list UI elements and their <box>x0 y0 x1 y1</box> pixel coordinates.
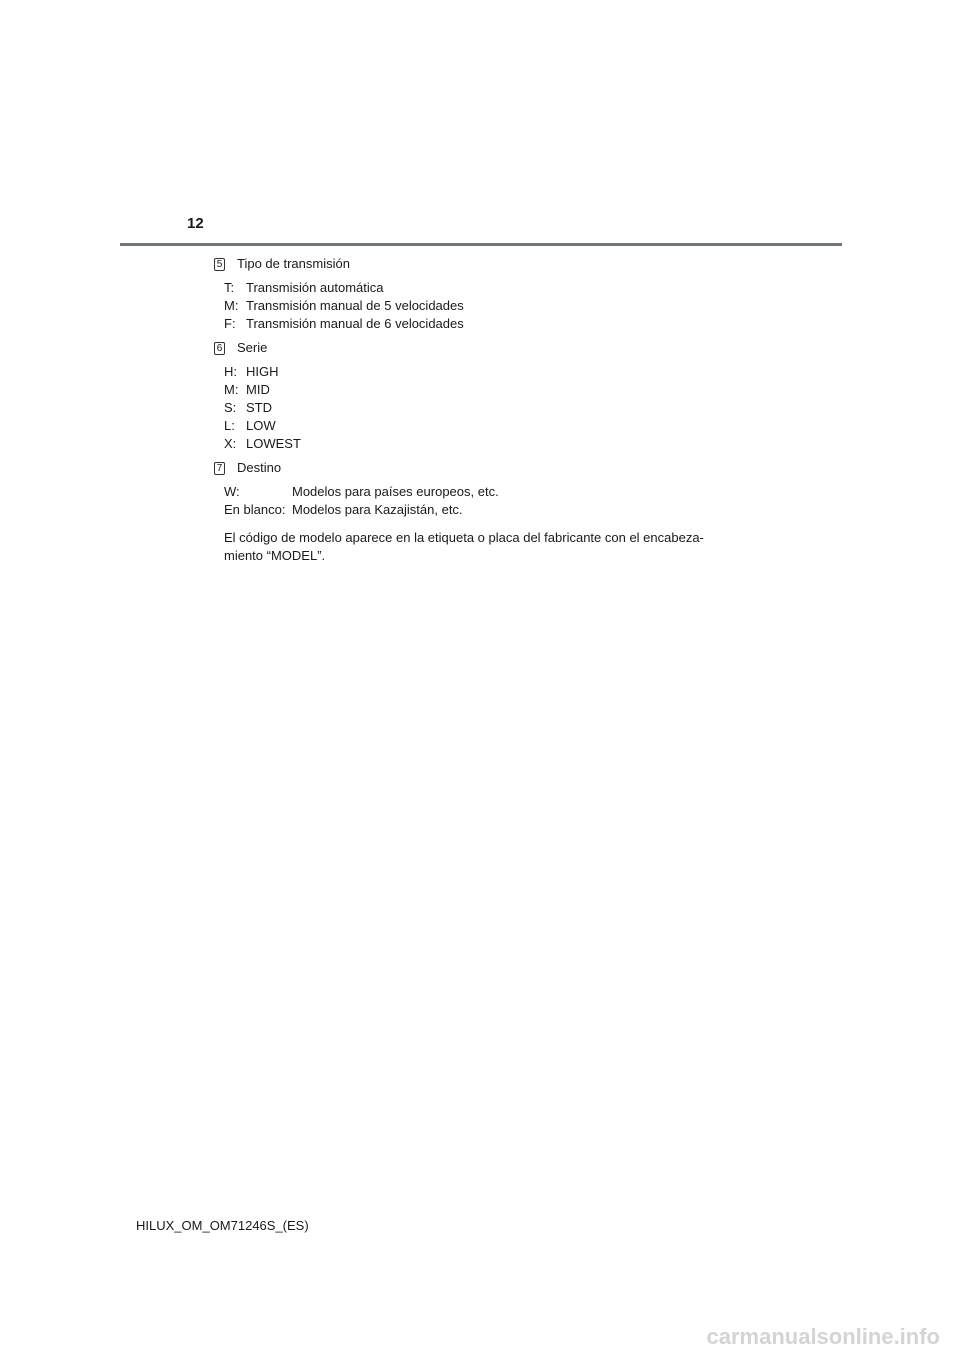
footer-document-code: HILUX_OM_OM71246S_(ES) <box>136 1218 309 1233</box>
list-item <box>224 363 754 381</box>
section-destination <box>214 459 754 519</box>
item-value: STD <box>246 400 272 415</box>
item-value: Modelos para países europeos, etc. <box>292 484 499 499</box>
item-key: L: <box>224 418 235 433</box>
section-heading <box>214 459 754 477</box>
list-item <box>224 279 754 297</box>
item-value: Transmisión automática <box>246 280 384 295</box>
section-number-badge: 7 <box>214 462 225 475</box>
list-item <box>224 381 754 399</box>
section-heading <box>214 255 754 273</box>
item-list <box>214 483 754 519</box>
item-key: S: <box>224 400 237 415</box>
item-key: M: <box>224 382 239 397</box>
content <box>214 255 754 565</box>
item-list <box>214 279 754 333</box>
model-code-note <box>214 529 744 565</box>
section-number-badge: 6 <box>214 342 225 355</box>
item-value: LOW <box>246 418 276 433</box>
item-value: LOWEST <box>246 436 301 451</box>
section-title: Tipo de transmisión <box>237 256 350 271</box>
watermark: carmanualsonline.info <box>706 1324 940 1349</box>
page-number: 12 <box>187 215 204 232</box>
note-line: El código de modelo aparece en la etiqueta o placa del fabricante con el encabeza- <box>224 530 704 545</box>
section-heading <box>214 339 754 357</box>
list-item <box>224 483 754 501</box>
item-value: Modelos para Kazajistán, etc. <box>292 502 463 517</box>
note-line: miento “MODEL”. <box>224 548 326 563</box>
item-key: X: <box>224 436 237 451</box>
list-item <box>224 417 754 435</box>
list-item <box>224 435 754 453</box>
item-key: T: <box>224 280 235 295</box>
item-value: HIGH <box>246 364 279 379</box>
item-key: En blanco: <box>224 502 286 517</box>
item-value: Transmisión manual de 6 velocidades <box>246 316 464 331</box>
item-key: W: <box>224 484 240 499</box>
item-list <box>214 363 754 453</box>
item-value: MID <box>246 382 270 397</box>
section-title: Serie <box>237 340 268 355</box>
item-key: H: <box>224 364 237 379</box>
list-item <box>224 297 754 315</box>
list-item <box>224 315 754 333</box>
item-key: M: <box>224 298 239 313</box>
item-value: Transmisión manual de 5 velocidades <box>246 298 464 313</box>
header-divider <box>120 243 842 246</box>
section-series <box>214 339 754 453</box>
section-transmission <box>214 255 754 333</box>
list-item <box>224 501 754 519</box>
section-number-badge: 5 <box>214 258 225 271</box>
section-title: Destino <box>237 460 282 475</box>
list-item <box>224 399 754 417</box>
item-key: F: <box>224 316 236 331</box>
